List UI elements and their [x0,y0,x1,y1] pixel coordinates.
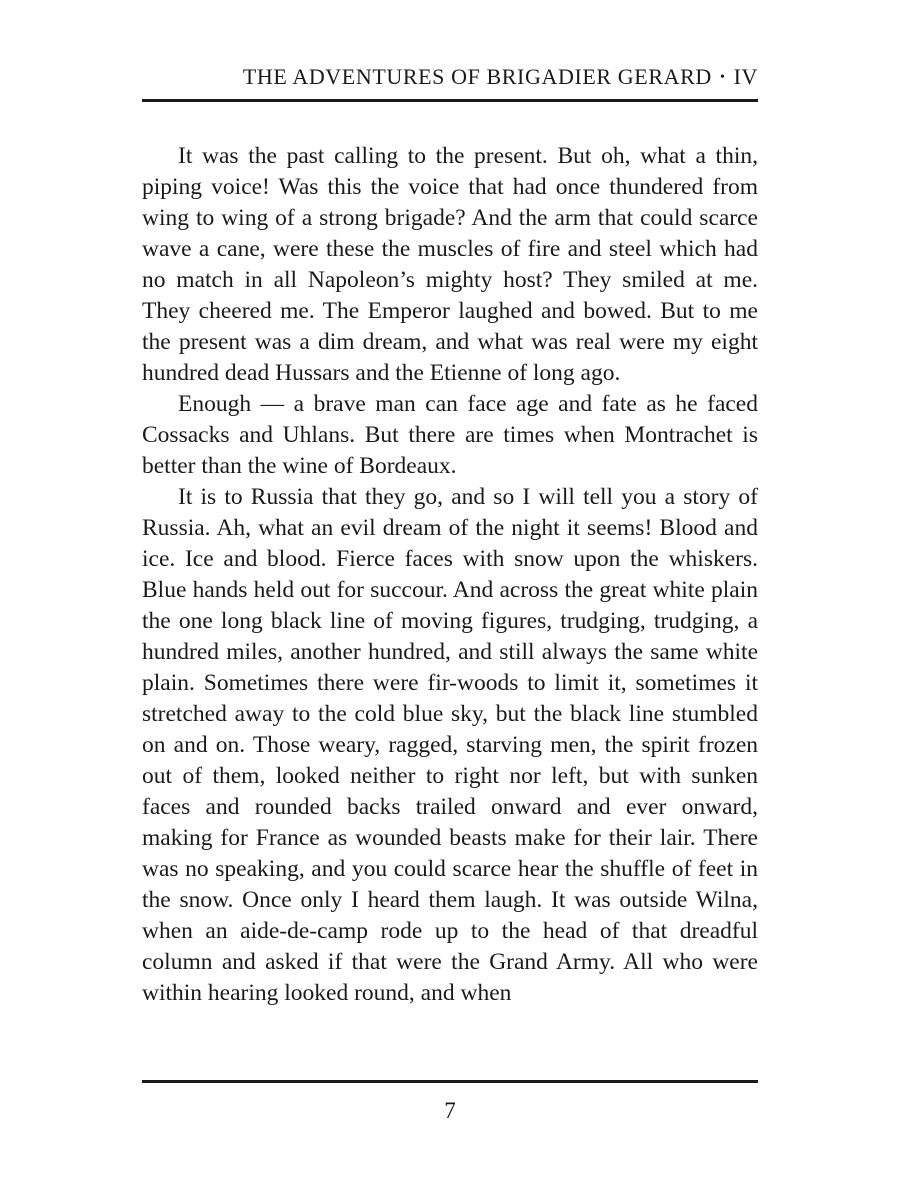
running-header [243,66,758,88]
paragraph-2: Enough — a brave man can face age and fate as he faced Cossacks and Uhlans. But there are times when Montrachet is better than the wine of Bordeaux. [142,391,758,479]
page-number: 7 [444,1098,456,1123]
chapter-number: IV [733,64,758,89]
book-title: THE ADVENTURES OF BRIGADIER GERARD [242,64,712,89]
body-text [142,141,758,1009]
header-bullet: • [719,70,726,85]
paragraph-1: It was the past calling to the present. But oh, what a thin, piping voice! Was this the voice that had once thundered from wing to wing of a strong brigade? And the arm that could scarce wave a cane, were these the muscles of fire and steel which had no match in all Napoleon’s mighty host? They smiled at me. They cheered me. The Emperor laughed and bowed. But to me the present was a dim dream, and what was real were my eight hundred dead Hussars and the Etienne of long ago. [142,143,758,386]
footer-rule [142,1080,758,1083]
paragraph-3: It is to Russia that they go, and so I will tell you a story of Russia. Ah, what an evil dream of the night it seems! Blood and ice. Ice and blood. Fierce faces with snow upon the whiskers. Blue hands held out for succour. And across the great white plain the one long black line of moving figures, trudging, trudging, a hundred miles, another hundred, and still always the same white plain. Sometimes there were fir-woods to limit it, sometimes it stretched away to the cold blue sky, but the black line stumbled on and on. Those weary, ragged, starving men, the spirit frozen out of them, looked neither to right nor left, but with sunken faces and rounded backs trailed onward and ever onward, making for France as wounded beasts make for their lair. There was no speaking, and you could scarce hear the shuffle of feet in the snow. Once only I heard them laugh. It was outside Wilna, when an aide-de-camp rode up to the head of that dreadful column and asked if that were the Grand Army. All who were within hearing looked round, and when [142,484,758,1006]
book-page [142,0,758,1200]
header-rule [142,99,758,102]
